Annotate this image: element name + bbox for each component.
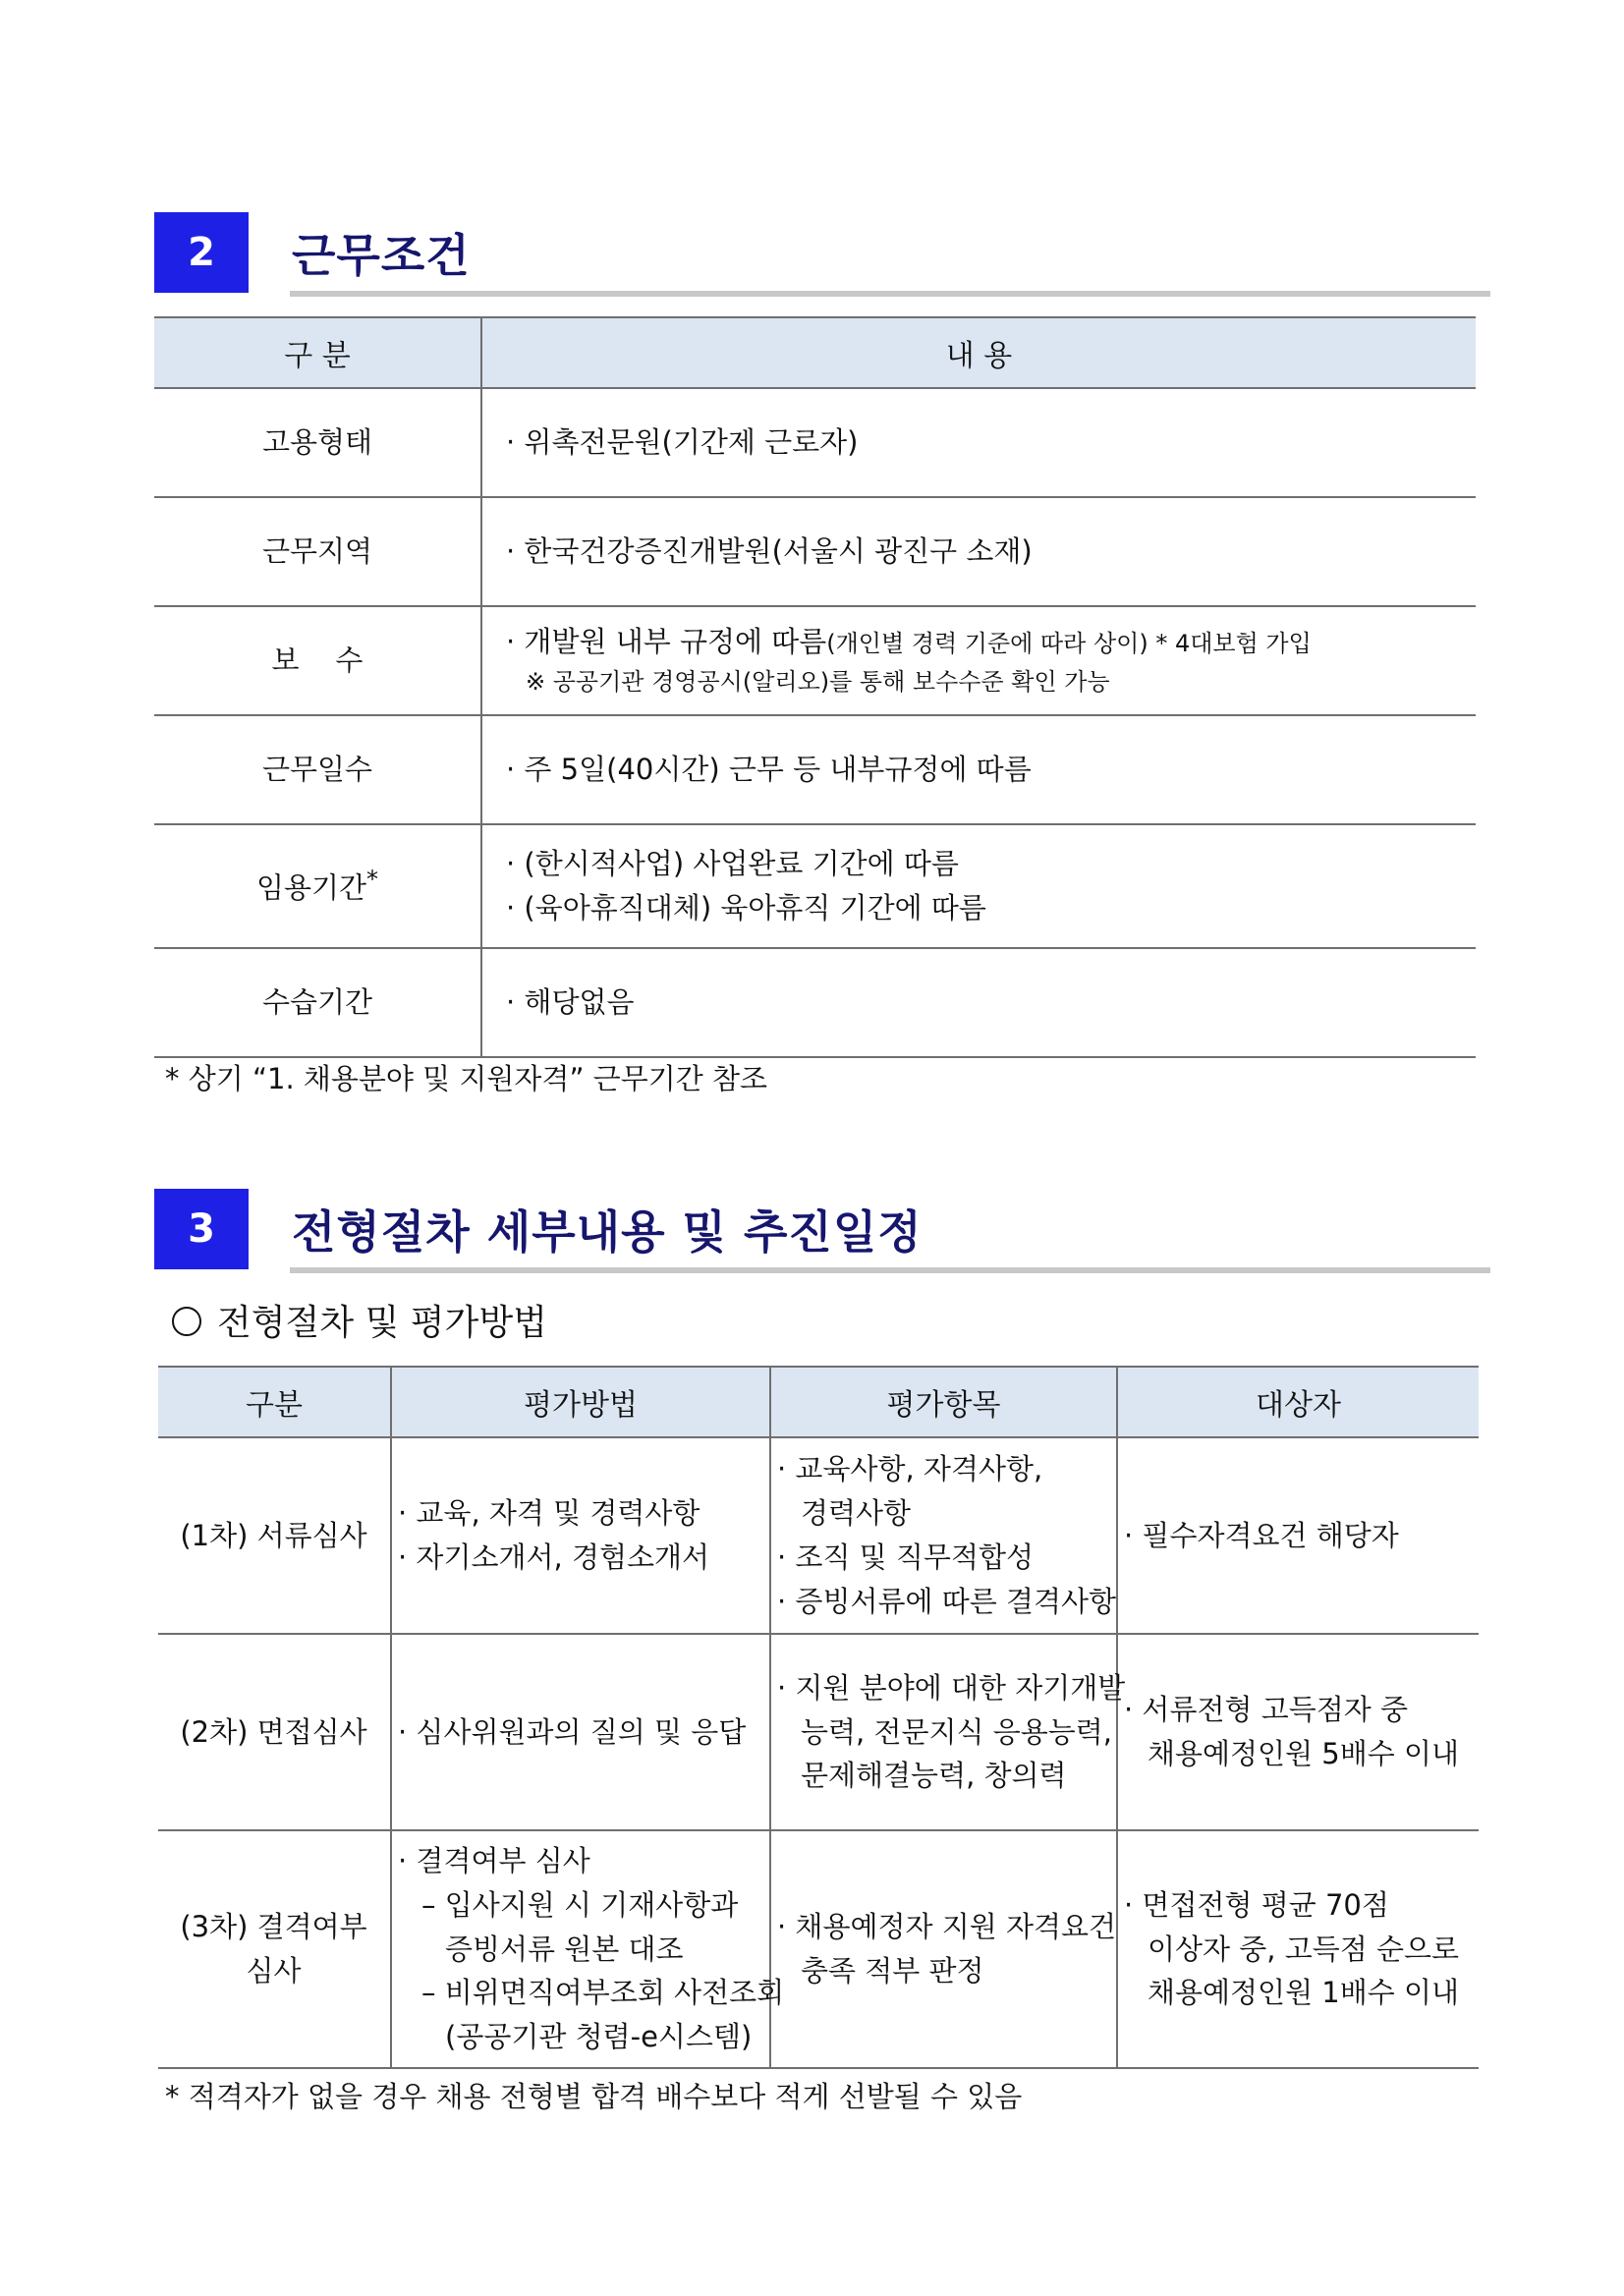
cell-line: (공공기관 청렴-e시스템) <box>445 2020 753 2054</box>
column-header: 내 용 <box>481 317 1476 388</box>
section-divider <box>290 1267 1490 1273</box>
row-content: · 한국건강증진개발원(서울시 광진구 소재) <box>481 497 1476 606</box>
row-label: 보 수 <box>154 606 481 715</box>
row-label <box>154 824 481 948</box>
cell-line: 채용예정인원 5배수 이내 <box>1148 1737 1460 1770</box>
section-title: 전형절차 세부내용 및 추진일정 <box>292 1205 923 1259</box>
row-content: · 해당없음 <box>481 948 1476 1057</box>
pay-rule-detail: (개인별 경력 기준에 따라 상이) * 4대보험 가입 <box>826 630 1312 658</box>
column-header: 대상자 <box>1117 1367 1479 1437</box>
cell-line: · 증빙서류에 따른 결격사항 <box>777 1584 1117 1618</box>
table-row <box>154 388 1476 497</box>
method-cell <box>391 1830 785 2068</box>
cell-line: – 입사지원 시 기재사항과 <box>421 1887 739 1922</box>
items-cell <box>770 1830 1117 2068</box>
row-label: 고용형태 <box>154 388 481 497</box>
stage-cell: (2차) 면접심사 <box>158 1634 391 1830</box>
section-title: 근무조건 <box>292 229 471 282</box>
cell-line: · 심사위원과의 질의 및 응답 <box>398 1714 747 1749</box>
column-header: 구 분 <box>154 317 481 388</box>
cell-line: · 조직 및 직무적합성 <box>777 1540 1034 1574</box>
section-divider <box>290 291 1490 297</box>
cell-line: (3차) 결격여부 <box>180 1910 367 1944</box>
cell-line: 충족 적부 판정 <box>801 1954 984 1988</box>
row-label-text: 임용기간 <box>255 870 367 905</box>
cell-line: 증빙서류 원본 대조 <box>445 1932 684 1966</box>
cell-line: 이상자 중, 고득점 순으로 <box>1148 1932 1460 1966</box>
cell-line: 경력사항 <box>801 1496 912 1531</box>
content-line: · (한시적사업) 사업완료 기간에 따름 <box>506 847 959 881</box>
row-content: · 위촉전문원(기간제 근로자) <box>481 388 1476 497</box>
target-cell <box>1117 1830 1479 2068</box>
cell-line: · 필수자격요건 해당자 <box>1124 1518 1399 1552</box>
table-row <box>154 497 1476 606</box>
section-2-header <box>154 212 1490 301</box>
subsection-title-text: 전형절차 및 평가방법 <box>217 1303 547 1343</box>
cell-line: – 비위면직여부조회 사전조회 <box>421 1976 785 2010</box>
items-cell <box>770 1437 1117 1634</box>
table-row <box>154 948 1476 1057</box>
target-cell <box>1117 1437 1479 1634</box>
cell-line: · 면접전형 평균 70점 <box>1124 1887 1389 1922</box>
cell-line: 능력, 전문지식 응용능력, <box>801 1714 1113 1749</box>
target-cell <box>1117 1634 1479 1830</box>
pay-note: ※ 공공기관 경영공시(알리오)를 통해 보수수준 확인 가능 <box>526 668 1110 697</box>
section-number-badge: 2 <box>154 212 249 293</box>
cell-line: · 결격여부 심사 <box>398 1843 590 1877</box>
cell-line: · 자기소개서, 경험소개서 <box>398 1540 710 1574</box>
table-header-row <box>154 317 1476 388</box>
column-header: 구분 <box>158 1367 391 1437</box>
method-cell <box>391 1437 770 1634</box>
circle-bullet-icon <box>172 1307 201 1336</box>
table-row <box>158 1634 1479 1830</box>
table-row <box>154 824 1476 948</box>
column-header: 평가방법 <box>391 1367 770 1437</box>
row-content <box>481 824 1476 948</box>
table-row <box>154 715 1476 824</box>
method-cell <box>391 1634 770 1830</box>
cell-line: 문제해결능력, 창의력 <box>801 1759 1067 1793</box>
cell-line: 심사 <box>246 1954 302 1988</box>
table-header-row <box>158 1367 1479 1437</box>
row-label: 수습기간 <box>154 948 481 1057</box>
footnote: * 적격자가 없을 경우 채용 전형별 합격 배수보다 적게 선발될 수 있음 <box>165 2080 1023 2113</box>
cell-line: · 교육사항, 자격사항, <box>777 1452 1043 1486</box>
row-label: 근무일수 <box>154 715 481 824</box>
cell-line: · 서류전형 고득점자 중 <box>1124 1693 1408 1727</box>
row-content: · 주 5일(40시간) 근무 등 내부규정에 따름 <box>481 715 1476 824</box>
work-conditions-table <box>154 316 1476 1058</box>
cell-line: · 채용예정자 지원 자격요건 <box>777 1910 1117 1944</box>
subsection-title <box>172 1295 547 1345</box>
pay-rule-text: · 개발원 내부 규정에 따름 <box>506 625 827 659</box>
content-line: · (육아휴직대체) 육아휴직 기간에 따름 <box>506 891 986 924</box>
stage-cell <box>158 1830 391 2068</box>
cell-line: 채용예정인원 1배수 이내 <box>1148 1976 1460 2010</box>
stage-cell: (1차) 서류심사 <box>158 1437 391 1634</box>
footnote-mark: * <box>366 866 379 894</box>
row-content <box>481 606 1476 715</box>
column-header: 평가항목 <box>770 1367 1117 1437</box>
table-row <box>154 606 1476 715</box>
cell-line: · 지원 분야에 대한 자기개발 <box>777 1670 1126 1705</box>
items-cell <box>770 1634 1126 1830</box>
table-row <box>158 1437 1479 1634</box>
section-3-header <box>154 1189 1490 1277</box>
section-number-badge: 3 <box>154 1189 249 1269</box>
selection-process-table <box>158 1366 1479 2069</box>
footnote: * 상기 “1. 채용분야 및 지원자격” 근무기간 참조 <box>165 1062 767 1095</box>
table-row <box>158 1830 1479 2068</box>
cell-line: · 교육, 자격 및 경력사항 <box>398 1496 700 1531</box>
row-label: 근무지역 <box>154 497 481 606</box>
